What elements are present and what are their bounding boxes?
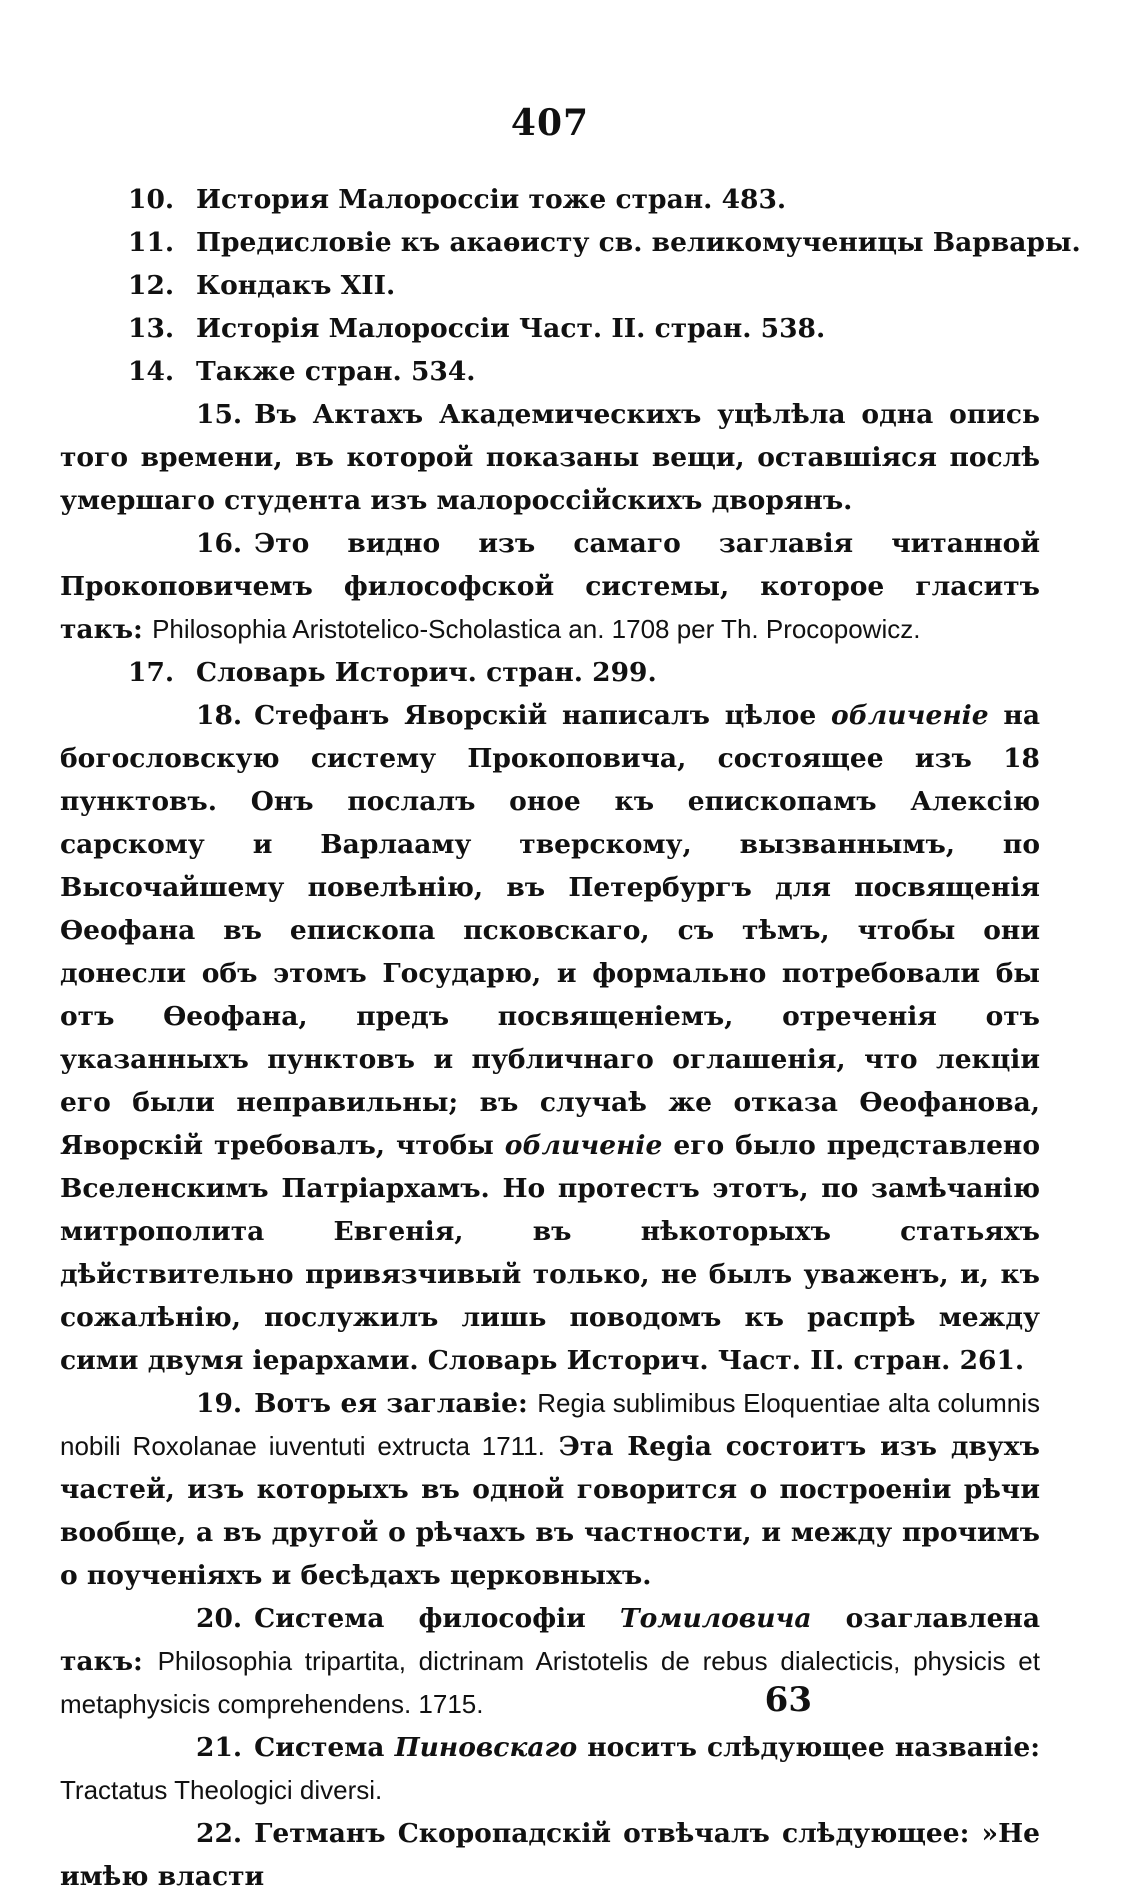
footnote-text-continued: носитъ слѣдующее названіе: <box>577 1732 1040 1763</box>
footnote-number: 22. <box>196 1818 243 1849</box>
footnote-number: 11. <box>128 227 175 258</box>
footnote-16 <box>60 522 1040 651</box>
footnote-text-continued: его было представлено Вселенскимъ Патріархамъ. Но протестъ этотъ, по замѣчанію митрополита Евгенія, въ нѣкоторыхъ статьяхъ дѣйствительно привязчивый только, не былъ уваженъ, и, къ сожалѣнію, послужилъ лишь поводомъ къ распрѣ между сими двумя іерархами. Словарь Историч. Част. II. стран. 261. <box>60 1130 1040 1376</box>
emphasis-text: Пиновскаго <box>394 1732 578 1763</box>
latin-title: Philosophia tripartita, dictrinam Aristotelis de rebus dialecticis, physicis et metaphysicis comprehendens. 1715. <box>60 1646 1040 1719</box>
emphasis-text: Томиловича <box>619 1603 812 1634</box>
footnote-text: Кондакъ XII. <box>196 270 396 301</box>
footnote-text: Исторія Малороссіи Част. II. стран. 538. <box>196 313 826 344</box>
footnote-number: 14. <box>128 356 175 387</box>
footnote-text-continued: на богословскую систему Прокоповича, состоящее изъ 18 пунктовъ. Онъ послалъ оное къ епископамъ Алексію сарскому и Варлааму тверскому, вызваннымъ, по Высочайшему повелѣнію, въ Петербургъ для посвященія Ѳеофана въ епископа псковскаго, съ тѣмъ, чтобы они донесли объ этомъ Государю, и формально потребовали бы отъ Ѳеофана, предъ посвященіемъ, отреченія отъ указанныхъ пунктовъ и публичнаго оглашенія, что лекціи его были неправильны; въ случаѣ же отказа Ѳеофанова, Яворскій требовалъ, чтобы <box>60 700 1040 1161</box>
footnotes-list <box>60 178 1081 1898</box>
footnote-text: Система <box>254 1732 395 1763</box>
footnote-21 <box>60 1726 1040 1812</box>
footnote-text: Это видно изъ самаго заглавія читанной Прокоповичемъ философской системы, которое гласитъ такъ: <box>60 528 1040 645</box>
latin-title: Philosophia Aristotelico-Scholastica an. 1708 per Th. Procopowicz. <box>152 614 921 644</box>
footnote-text: Стефанъ Яворскій написалъ цѣлое <box>254 700 832 731</box>
footnote-14 <box>60 350 1040 393</box>
footnote-text: Вотъ ея заглавіе: <box>254 1388 538 1419</box>
footnote-text-continued: Эта Regia состоитъ изъ двухъ частей, изъ которыхъ въ одной говорится о построеніи рѣчи вообще, а въ другой о рѣчахъ въ частности, и между прочимъ о поученіяхъ и бесѣдахъ церковныхъ. <box>60 1431 1040 1591</box>
footnote-18 <box>60 694 1040 1382</box>
footnote-22 <box>60 1812 1040 1898</box>
footnote-number: 13. <box>128 313 175 344</box>
footnote-text: Гетманъ Скоропадскій отвѣчалъ слѣдующее: »Не имѣю власти <box>60 1818 1040 1892</box>
footnote-20 <box>60 1597 1040 1726</box>
emphasis-text: обличеніе <box>831 700 989 731</box>
footnote-number: 16. <box>196 528 243 559</box>
footnote-text: Также стран. 534. <box>196 356 476 387</box>
footnote-text: Въ Актахъ Академическихъ уцѣлѣла одна опись того времени, въ которой показаны вещи, оставшіяся послѣ умершаго студента изъ малороссійскихъ дворянъ. <box>60 399 1040 516</box>
footnote-17 <box>60 651 1040 694</box>
footnote-text: Словарь Историч. стран. 299. <box>196 657 657 688</box>
footnote-number: 18. <box>196 700 243 731</box>
footnote-11 <box>60 221 1081 264</box>
footnote-number: 15. <box>196 399 243 430</box>
footnote-number: 21. <box>196 1732 243 1763</box>
footnote-text: Система философіи <box>254 1603 620 1634</box>
footnote-10 <box>60 178 1040 221</box>
latin-title: Regia sublimibus Eloquentiae alta columnis nobili Roxolanae iuventuti extructa 1711. <box>60 1388 1040 1461</box>
footnote-15 <box>60 393 1040 522</box>
page-number: 407 <box>510 102 590 144</box>
footnote-number: 12. <box>128 270 175 301</box>
latin-title: Tractatus Theologici diversi. <box>60 1775 383 1805</box>
footnote-number: 20. <box>196 1603 243 1634</box>
footnote-text: Предисловіе къ акаѳисту св. великомученицы Варвары. <box>196 227 1081 258</box>
printer-signature: 63 <box>764 1680 812 1720</box>
footnote-13 <box>60 307 1040 350</box>
footnote-number: 10. <box>128 184 175 215</box>
footnote-12 <box>60 264 1040 307</box>
footnote-number: 19. <box>196 1388 243 1419</box>
footnote-text-continued: озаглавлена такъ: <box>60 1603 1040 1677</box>
footnote-19 <box>60 1382 1040 1597</box>
document-page <box>60 0 1081 1892</box>
emphasis-text: обличеніе <box>504 1130 663 1161</box>
footnote-number: 17. <box>128 657 175 688</box>
footnote-text: История Малороссіи тоже стран. 483. <box>196 184 787 215</box>
